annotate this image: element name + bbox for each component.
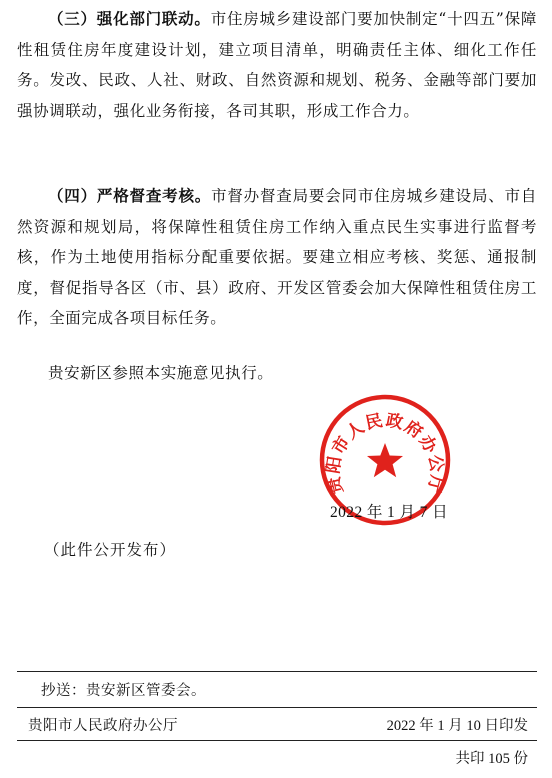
paragraph-heading: （三）强化部门联动。	[48, 10, 211, 28]
paragraph-text: 市督办督查局要会同市住房城乡建设局、市自然资源和规划局，将保障性租赁住房工作纳入重点民生实事进行监督考核，作为土地使用指标分配重要依据。要建立相应考核、奖惩、通报制度，督促指导各区（市、县）政府、开发区管委会加大保障性租赁住房工作，全面完成各项目标任务。	[17, 187, 537, 327]
paragraph-heading: （四）严格督查考核。	[48, 187, 212, 205]
seal-star-icon	[367, 443, 403, 477]
print-date: 2022 年 1 月 10 日印发	[386, 718, 528, 734]
footer-rule-middle	[17, 707, 537, 708]
copy-count: 共印 105 份	[455, 751, 528, 767]
public-release-note: （此件公开发布）	[44, 541, 177, 559]
paragraph-guian	[17, 358, 537, 389]
issuer: 贵阳市人民政府办公厅	[28, 718, 178, 734]
paragraph-3	[17, 4, 537, 126]
signature-date: 2022 年 1 月 7 日	[330, 504, 448, 521]
paragraph-text: 市住房城乡建设部门要加快制定“十四五”保障性租赁住房年度建设计划，建立项目清单，明确责任主体、细化工作任务。发改、民政、人社、财政、自然资源和规划、税务、金融等部门要加强协调联动，强化业务衔接，各司其职，形成工作合力。	[17, 10, 537, 120]
seal-text: 贵阳市人民政府办公厅	[323, 410, 447, 497]
paragraph-4	[17, 181, 537, 334]
paragraph-text: 贵安新区参照本实施意见执行。	[48, 364, 274, 382]
footer-rule-top	[17, 671, 537, 672]
cc-line: 抄送：贵安新区管委会。	[41, 683, 206, 699]
footer-rule-bottom	[17, 740, 537, 741]
